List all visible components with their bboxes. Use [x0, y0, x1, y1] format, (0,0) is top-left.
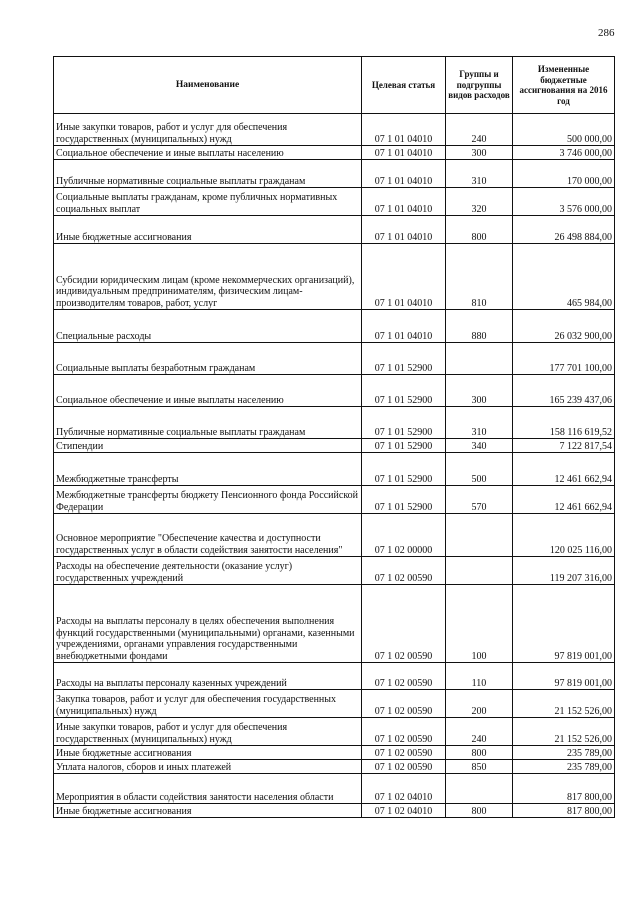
- table-row: [54, 146, 615, 160]
- row-target-cell: 07 1 02 00590: [362, 557, 446, 585]
- row-amount-cell: 170 000,00: [513, 160, 615, 188]
- row-name-cell: Социальные выплаты гражданам, кроме публичных нормативных социальных выплат: [54, 188, 362, 216]
- header-target: Целевая статья: [362, 57, 446, 114]
- row-amount-cell: 817 800,00: [513, 804, 615, 818]
- row-amount-cell: 120 025 116,00: [513, 514, 615, 557]
- table-row: [54, 375, 615, 407]
- row-name-cell: Социальные выплаты безработным гражданам: [54, 343, 362, 375]
- row-group-cell: 800: [446, 804, 513, 818]
- table-body: [54, 114, 615, 818]
- row-amount-cell: 12 461 662,94: [513, 486, 615, 514]
- row-name-cell: Расходы на выплаты персоналу в целях обеспечения выполнения функций государственными (муниципальными) органами, казенными учреждениями, органами управления государственными внебюджетными фондами: [54, 585, 362, 663]
- row-target-cell: 07 1 02 00590: [362, 746, 446, 760]
- table-row: [54, 557, 615, 585]
- table-row: [54, 718, 615, 746]
- row-name-cell: Расходы на обеспечение деятельности (оказание услуг) государственных учреждений: [54, 557, 362, 585]
- row-name-cell: Специальные расходы: [54, 310, 362, 343]
- row-amount-cell: 3 746 000,00: [513, 146, 615, 160]
- row-amount-cell: 12 461 662,94: [513, 453, 615, 486]
- row-target-cell: 07 1 01 52900: [362, 407, 446, 439]
- table-row: [54, 114, 615, 146]
- table-row: [54, 585, 615, 663]
- row-amount-cell: 500 000,00: [513, 114, 615, 146]
- row-name-cell: Публичные нормативные социальные выплаты гражданам: [54, 407, 362, 439]
- row-amount-cell: 97 819 001,00: [513, 585, 615, 663]
- row-name-cell: Мероприятия в области содействия занятости населения области: [54, 774, 362, 804]
- table-row: [54, 514, 615, 557]
- row-amount-cell: 158 116 619,52: [513, 407, 615, 439]
- row-group-cell: 570: [446, 486, 513, 514]
- row-name-cell: Закупка товаров, работ и услуг для обеспечения государственных (муниципальных) нужд: [54, 690, 362, 718]
- header-group: Группы и подгруппы видов расходов: [446, 57, 513, 114]
- table-row: [54, 746, 615, 760]
- row-name-cell: Иные закупки товаров, работ и услуг для обеспечения государственных (муниципальных) нужд: [54, 114, 362, 146]
- row-group-cell: 810: [446, 244, 513, 310]
- row-amount-cell: 165 239 437,06: [513, 375, 615, 407]
- table-row: [54, 690, 615, 718]
- row-amount-cell: 21 152 526,00: [513, 718, 615, 746]
- row-group-cell: 100: [446, 585, 513, 663]
- table-row: [54, 453, 615, 486]
- row-target-cell: 07 1 01 52900: [362, 453, 446, 486]
- row-amount-cell: 235 789,00: [513, 760, 615, 774]
- row-name-cell: Социальное обеспечение и иные выплаты населению: [54, 146, 362, 160]
- row-group-cell: [446, 774, 513, 804]
- header-amount: Измененные бюджетные ассигнования на 2016 год: [513, 57, 615, 114]
- row-amount-cell: 3 576 000,00: [513, 188, 615, 216]
- table-row: [54, 760, 615, 774]
- row-name-cell: Иные бюджетные ассигнования: [54, 804, 362, 818]
- row-group-cell: 880: [446, 310, 513, 343]
- row-group-cell: [446, 557, 513, 585]
- table-row: [54, 160, 615, 188]
- row-group-cell: 310: [446, 407, 513, 439]
- row-amount-cell: 235 789,00: [513, 746, 615, 760]
- row-target-cell: 07 1 02 04010: [362, 804, 446, 818]
- row-target-cell: 07 1 02 00590: [362, 585, 446, 663]
- row-amount-cell: 817 800,00: [513, 774, 615, 804]
- table-row: [54, 804, 615, 818]
- row-name-cell: Иные бюджетные ассигнования: [54, 216, 362, 244]
- table-row: [54, 310, 615, 343]
- row-amount-cell: 26 498 884,00: [513, 216, 615, 244]
- row-target-cell: 07 1 01 04010: [362, 160, 446, 188]
- table-row: [54, 439, 615, 453]
- row-name-cell: Субсидии юридическим лицам (кроме некоммерческих организаций), индивидуальным предпринимателям, физическим лицам-производителям товаров, работ, услуг: [54, 244, 362, 310]
- budget-table: [53, 56, 615, 818]
- row-target-cell: 07 1 01 04010: [362, 216, 446, 244]
- row-group-cell: 300: [446, 146, 513, 160]
- row-group-cell: 800: [446, 216, 513, 244]
- row-name-cell: Расходы на выплаты персоналу казенных учреждений: [54, 663, 362, 690]
- row-target-cell: 07 1 01 52900: [362, 375, 446, 407]
- table-row: [54, 343, 615, 375]
- table-row: [54, 663, 615, 690]
- row-group-cell: 200: [446, 690, 513, 718]
- table-row: [54, 407, 615, 439]
- row-amount-cell: 21 152 526,00: [513, 690, 615, 718]
- row-target-cell: 07 1 01 04010: [362, 310, 446, 343]
- row-amount-cell: 119 207 316,00: [513, 557, 615, 585]
- row-target-cell: 07 1 02 00590: [362, 760, 446, 774]
- row-amount-cell: 97 819 001,00: [513, 663, 615, 690]
- row-name-cell: Иные бюджетные ассигнования: [54, 746, 362, 760]
- table-row: [54, 244, 615, 310]
- row-group-cell: [446, 343, 513, 375]
- row-group-cell: 240: [446, 718, 513, 746]
- row-name-cell: Межбюджетные трансферты: [54, 453, 362, 486]
- row-target-cell: 07 1 01 52900: [362, 343, 446, 375]
- table-row: [54, 486, 615, 514]
- header-name: Наименование: [54, 57, 362, 114]
- row-group-cell: 340: [446, 439, 513, 453]
- table-header-row: [54, 57, 615, 114]
- row-name-cell: Стипендии: [54, 439, 362, 453]
- row-amount-cell: 177 701 100,00: [513, 343, 615, 375]
- table-row: [54, 216, 615, 244]
- row-target-cell: 07 1 02 00590: [362, 663, 446, 690]
- row-name-cell: Иные закупки товаров, работ и услуг для обеспечения государственных (муниципальных) нужд: [54, 718, 362, 746]
- table-row: [54, 188, 615, 216]
- page-number: 286: [598, 27, 615, 39]
- row-amount-cell: 26 032 900,00: [513, 310, 615, 343]
- row-target-cell: 07 1 02 04010: [362, 774, 446, 804]
- row-group-cell: 110: [446, 663, 513, 690]
- row-target-cell: 07 1 01 04010: [362, 146, 446, 160]
- row-name-cell: Социальное обеспечение и иные выплаты населению: [54, 375, 362, 407]
- row-group-cell: 320: [446, 188, 513, 216]
- table-row: [54, 774, 615, 804]
- row-group-cell: 850: [446, 760, 513, 774]
- row-group-cell: 310: [446, 160, 513, 188]
- row-target-cell: 07 1 01 52900: [362, 439, 446, 453]
- row-target-cell: 07 1 01 04010: [362, 188, 446, 216]
- row-target-cell: 07 1 02 00000: [362, 514, 446, 557]
- row-name-cell: Межбюджетные трансферты бюджету Пенсионного фонда Российской Федерации: [54, 486, 362, 514]
- row-target-cell: 07 1 01 04010: [362, 114, 446, 146]
- row-name-cell: Публичные нормативные социальные выплаты гражданам: [54, 160, 362, 188]
- row-target-cell: 07 1 02 00590: [362, 718, 446, 746]
- row-target-cell: 07 1 01 52900: [362, 486, 446, 514]
- row-group-cell: 500: [446, 453, 513, 486]
- row-group-cell: 300: [446, 375, 513, 407]
- row-group-cell: [446, 514, 513, 557]
- row-amount-cell: 465 984,00: [513, 244, 615, 310]
- row-name-cell: Уплата налогов, сборов и иных платежей: [54, 760, 362, 774]
- row-target-cell: 07 1 01 04010: [362, 244, 446, 310]
- row-name-cell: Основное мероприятие "Обеспечение качества и доступности государственных услуг в области содействия занятости населения": [54, 514, 362, 557]
- row-target-cell: 07 1 02 00590: [362, 690, 446, 718]
- row-group-cell: 240: [446, 114, 513, 146]
- row-group-cell: 800: [446, 746, 513, 760]
- row-amount-cell: 7 122 817,54: [513, 439, 615, 453]
